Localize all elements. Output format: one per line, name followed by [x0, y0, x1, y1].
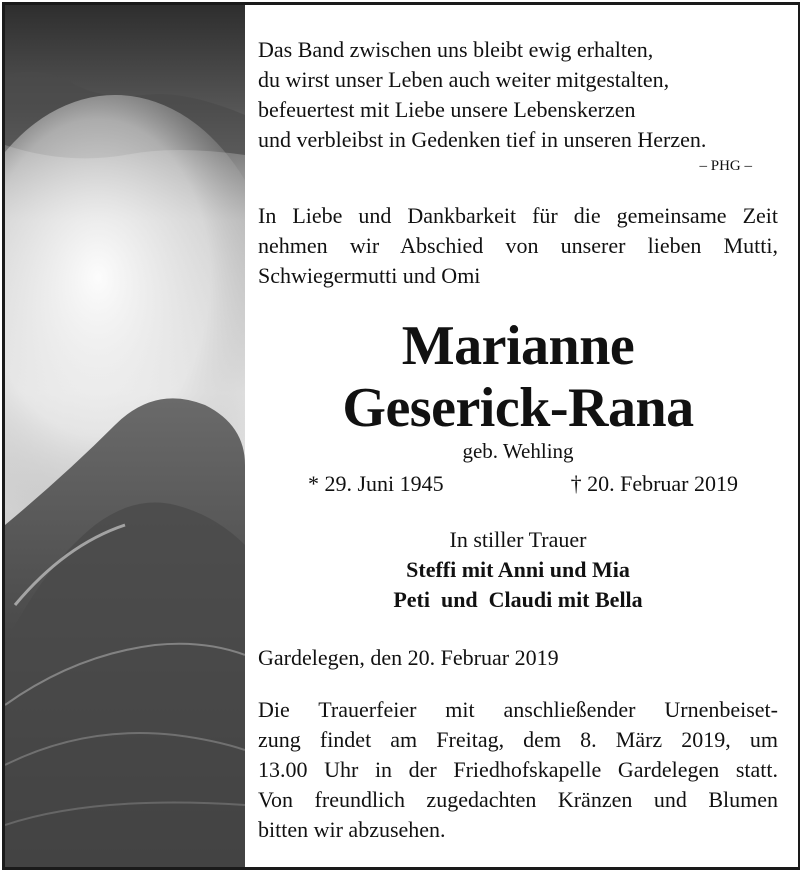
mourners-heading: In stiller Trauer	[449, 527, 587, 552]
deceased-name	[258, 315, 778, 439]
ocean-wave-photo-icon	[5, 5, 245, 867]
mourners	[258, 525, 778, 615]
funeral-info	[258, 695, 778, 845]
info-line: zung findet am Freitag, dem 8. März 2019, um	[258, 727, 778, 752]
obituary-text	[258, 35, 778, 845]
mourners-line: Peti und Claudi mit Bella	[393, 587, 643, 612]
poem-line: befeuertest mit Liebe unsere Lebenskerzen	[258, 97, 636, 122]
last-name: Geserick-Rana	[342, 377, 694, 439]
info-line: Von freundlich zugedachten Kränzen und Blumen	[258, 787, 778, 812]
life-dates	[308, 469, 738, 499]
death-date: † 20. Februar 2019	[570, 471, 738, 496]
intro-line: Schwiegermutti und Omi	[258, 263, 481, 288]
intro-line: nehmen wir Abschied von unserer lieben Mutti,	[258, 233, 778, 258]
poem-line: Das Band zwischen uns bleibt ewig erhalten,	[258, 37, 654, 62]
birth-date: * 29. Juni 1945	[308, 471, 444, 496]
info-line: bitten wir abzusehen.	[258, 817, 446, 842]
mourners-line: Steffi mit Anni und Mia	[406, 557, 630, 582]
info-line: 13.00 Uhr in der Friedhofskapelle Gardelegen statt.	[258, 757, 778, 782]
poem-author: – PHG –	[699, 158, 752, 174]
poem	[258, 35, 778, 155]
obituary-frame	[2, 2, 800, 870]
maiden-name: geb. Wehling	[462, 439, 574, 463]
first-name: Marianne	[401, 315, 635, 377]
info-line: Die Trauerfeier mit anschließender Urnenbeiset-	[258, 697, 778, 722]
intro-line: In Liebe und Dankbarkeit für die gemeinsame Zeit	[258, 203, 778, 228]
intro-text	[258, 201, 778, 291]
place-date: Gardelegen, den 20. Februar 2019	[258, 645, 559, 670]
wave-image	[5, 5, 245, 867]
poem-line: und verbleibst in Gedenken tief in unseren Herzen.	[258, 127, 707, 152]
poem-line: du wirst unser Leben auch weiter mitgestalten,	[258, 67, 670, 92]
